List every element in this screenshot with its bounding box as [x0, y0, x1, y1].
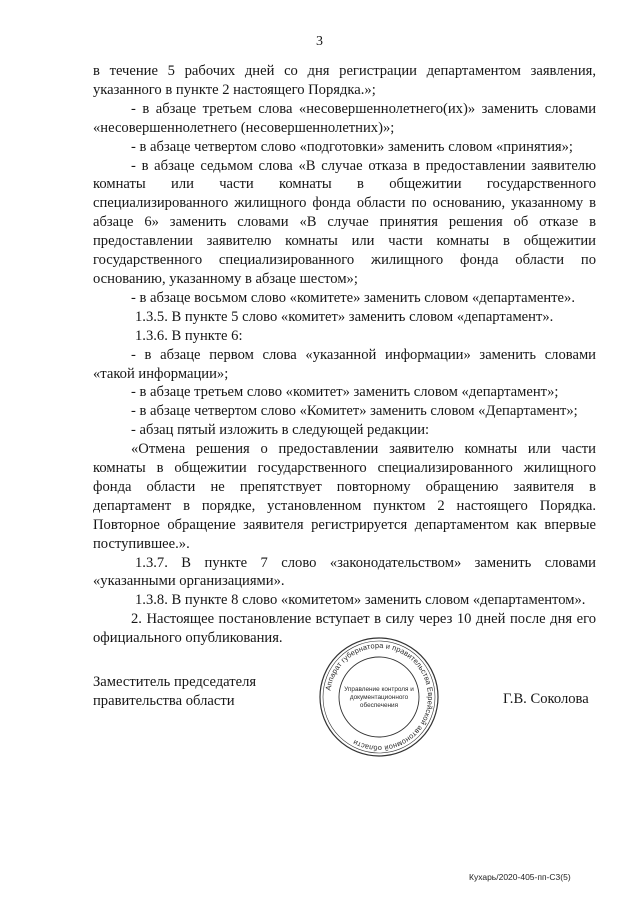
- paragraph: 2. Настоящее постановление вступает в силу через 10 дней после дня его официального опубликования.: [93, 611, 596, 647]
- paragraph: - в абзаце четвертом слово «подготовки» заменить словом «принятия»;: [131, 138, 573, 155]
- page-number: 3: [316, 34, 323, 49]
- signatory-title-line: правительства области: [93, 692, 235, 709]
- paragraph: 1.3.7. В пункте 7 слово «законодательством» заменить словами «указанными организациями».: [93, 554, 596, 590]
- seal-inner-text: документационного: [349, 694, 409, 701]
- paragraph: - в абзаце восьмом слово «комитете» заменить словом «департаменте».: [131, 289, 575, 306]
- seal-inner-text: обеспечения: [359, 702, 399, 709]
- signatory-title-line: Заместитель председателя: [93, 674, 257, 690]
- seal-outer-text: Аппарат губернатора и правительства Еврейской автономной области: [323, 640, 436, 754]
- paragraph: «Отмена решения о предоставлении заявителю комнаты или части комнаты в общежитии государственного специализированного жилищного фонда области не препятствует повторному обращению заявителя в департамент в порядке, установленном пунктом 2 настоящего Порядка. Повторное обращение заявителя регистрируется департаментом как впервые поступившее.».: [93, 441, 596, 552]
- seal-inner-text: Управление контроля и: [344, 686, 414, 693]
- paragraph: - в абзаце четвертом слово «Комитет» заменить словом «Департамент»;: [131, 403, 578, 420]
- paragraph: - в абзаце третьем слова «несовершеннолетнего(их)» заменить словами «несовершеннолетнего (несовершеннолетних)»;: [93, 100, 596, 136]
- document-code: Кухарь/2020-405-пп-С3(5): [469, 872, 571, 882]
- paragraph: 1.3.5. В пункте 5 слово «комитет» заменить словом «департамент».: [135, 308, 554, 325]
- official-seal: [318, 636, 440, 758]
- paragraph: 1.3.6. В пункте 6:: [135, 327, 243, 344]
- paragraph: - в абзаце первом слова «указанной информации» заменить словами «такой информации»;: [93, 346, 596, 382]
- paragraph: - в абзаце седьмом слова «В случае отказа в предоставлении заявителю комнаты или части комнаты в общежитии государственного специализированного жилищного фонда области по основанию, указанному в абзаце 6» заменить словами «В случае принятия решения об отказе в предоставлении заявителю комнаты или части комнаты в общежитии государственного специализированного жилищного фонда области по основанию, указанному в абзаце шестом»;: [93, 157, 596, 287]
- paragraph: - в абзаце третьем слово «комитет» заменить словом «департамент»;: [131, 384, 559, 401]
- paragraph: 1.3.8. В пункте 8 слово «комитетом» заменить словом «департаментом».: [135, 592, 586, 609]
- paragraph: - абзац пятый изложить в следующей редакции:: [131, 422, 430, 439]
- signatory-name: Г.В. Соколова: [503, 691, 589, 707]
- signatory-title: [93, 673, 256, 711]
- document-body: [93, 62, 596, 648]
- paragraph: в течение 5 рабочих дней со дня регистрации департаментом заявления, указанного в пункте 2 настоящего Порядка.»;: [93, 63, 596, 98]
